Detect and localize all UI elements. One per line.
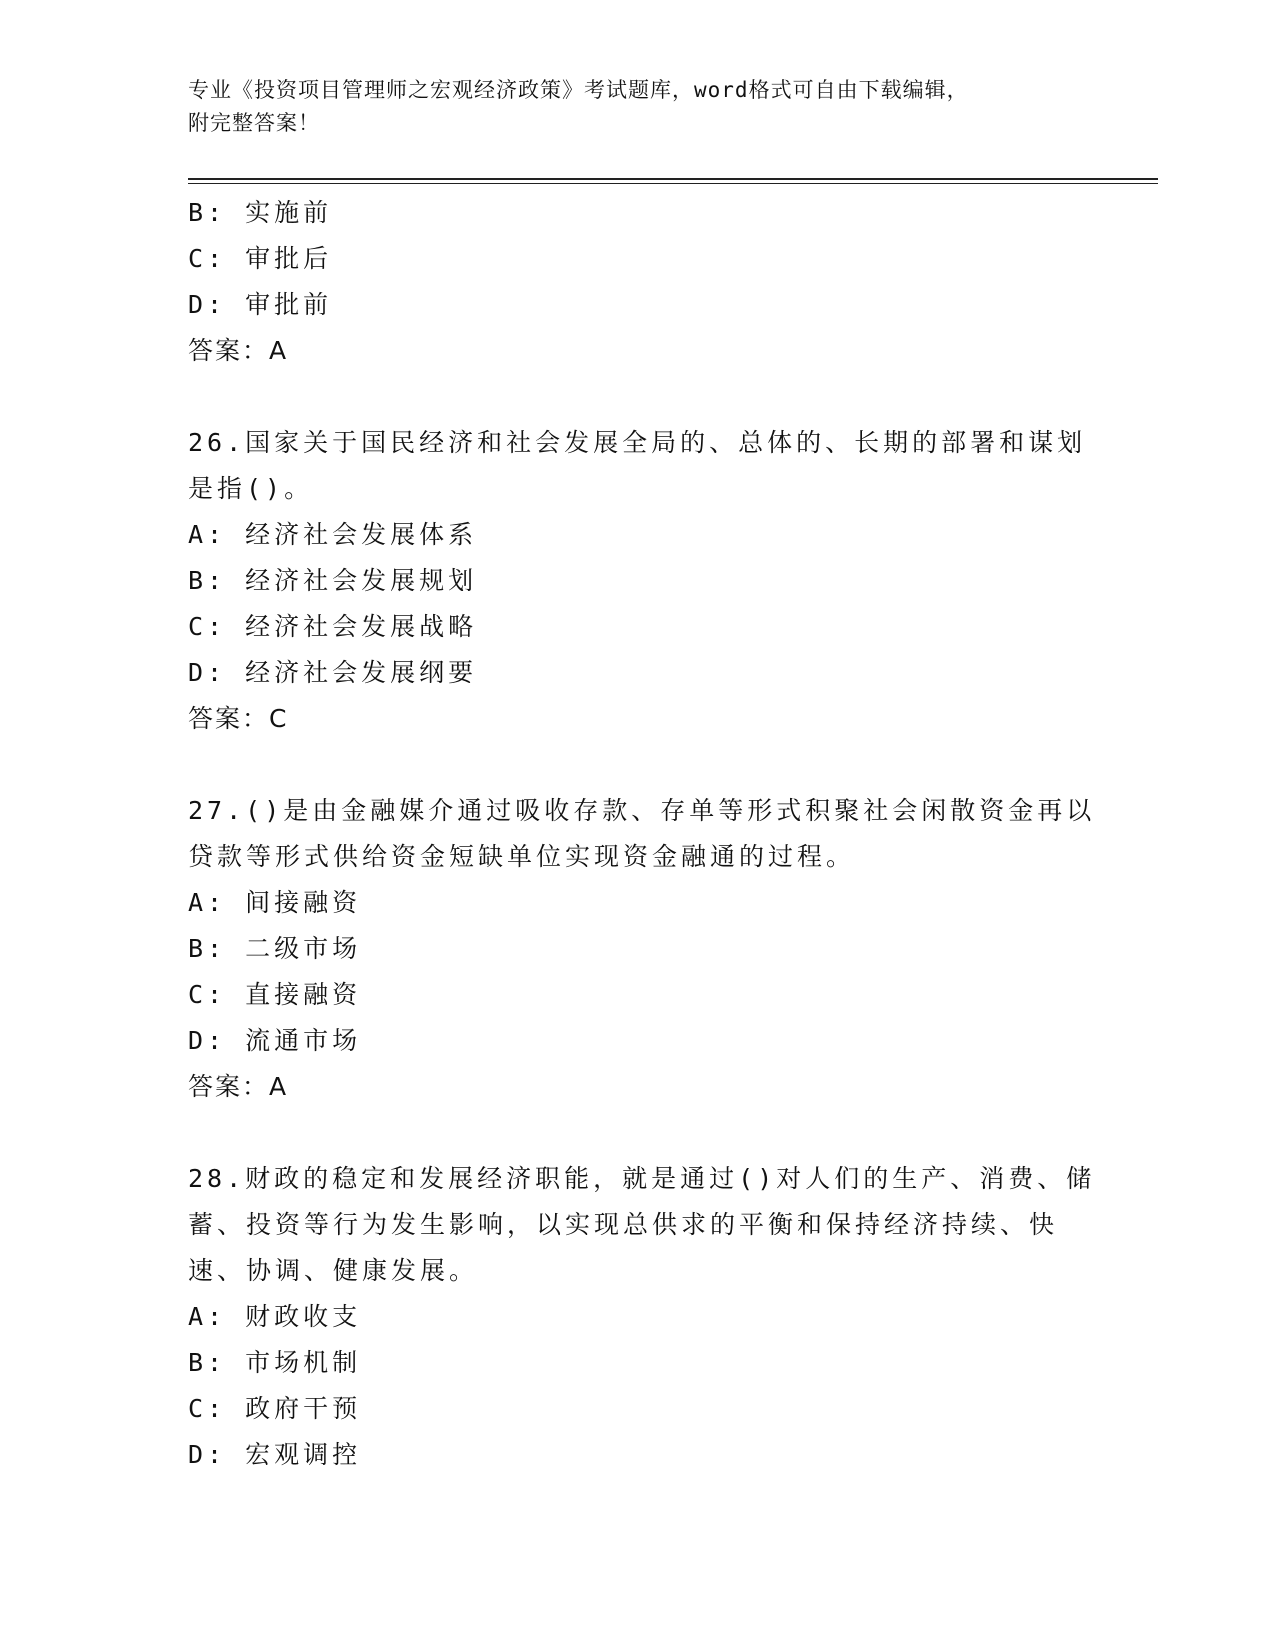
question-text-line: 27.()是由金融媒介通过吸收存款、存单等形式积聚社会闲散资金再以 <box>188 796 1096 825</box>
document-header <box>188 74 1088 140</box>
option-c: C: 政府干预 <box>188 1394 362 1423</box>
option-b: B: 经济社会发展规划 <box>188 566 478 595</box>
option-c: C: 直接融资 <box>188 980 362 1009</box>
question-block-28 <box>188 1156 1096 1478</box>
option-d: D: 流通市场 <box>188 1026 362 1055</box>
question-block-26 <box>188 420 1088 742</box>
option-a: A: 经济社会发展体系 <box>188 520 478 549</box>
header-line-1: 专业《投资项目管理师之宏观经济政策》考试题库，word格式可自由下载编辑， <box>188 78 969 102</box>
question-text-line: 26.国家关于国民经济和社会发展全局的、总体的、长期的部署和谋划 <box>188 428 1087 457</box>
question-text-line: 是指()。 <box>188 474 314 503</box>
answer-line: 答案：C <box>188 704 289 733</box>
answer-line: 答案：A <box>188 1072 289 1101</box>
option-a: A: 间接融资 <box>188 888 362 917</box>
question-text-line: 28.财政的稳定和发展经济职能，就是通过()对人们的生产、消费、储 <box>188 1164 1096 1193</box>
header-line-2: 附完整答案！ <box>188 111 320 135</box>
option-a: A: 财政收支 <box>188 1302 362 1331</box>
question-text-line: 蓄、投资等行为发生影响，以实现总供求的平衡和保持经济持续、快 <box>188 1210 1059 1239</box>
question-text-line: 速、协调、健康发展。 <box>188 1256 479 1285</box>
option-b: B: 实施前 <box>188 198 333 227</box>
option-c: C: 经济社会发展战略 <box>188 612 478 641</box>
question-block-25 <box>188 190 1088 374</box>
option-d: D: 经济社会发展纲要 <box>188 658 478 687</box>
option-d: D: 宏观调控 <box>188 1440 362 1469</box>
header-rule-thin <box>188 183 1158 184</box>
header-rule-thick <box>188 178 1158 180</box>
answer-line: 答案：A <box>188 336 289 365</box>
option-b: B: 二级市场 <box>188 934 362 963</box>
option-d: D: 审批前 <box>188 290 333 319</box>
question-block-27 <box>188 788 1096 1110</box>
option-b: B: 市场机制 <box>188 1348 362 1377</box>
question-text-line: 贷款等形式供给资金短缺单位实现资金融通的过程。 <box>188 842 856 871</box>
question-list <box>188 190 1096 1478</box>
option-c: C: 审批后 <box>188 244 333 273</box>
